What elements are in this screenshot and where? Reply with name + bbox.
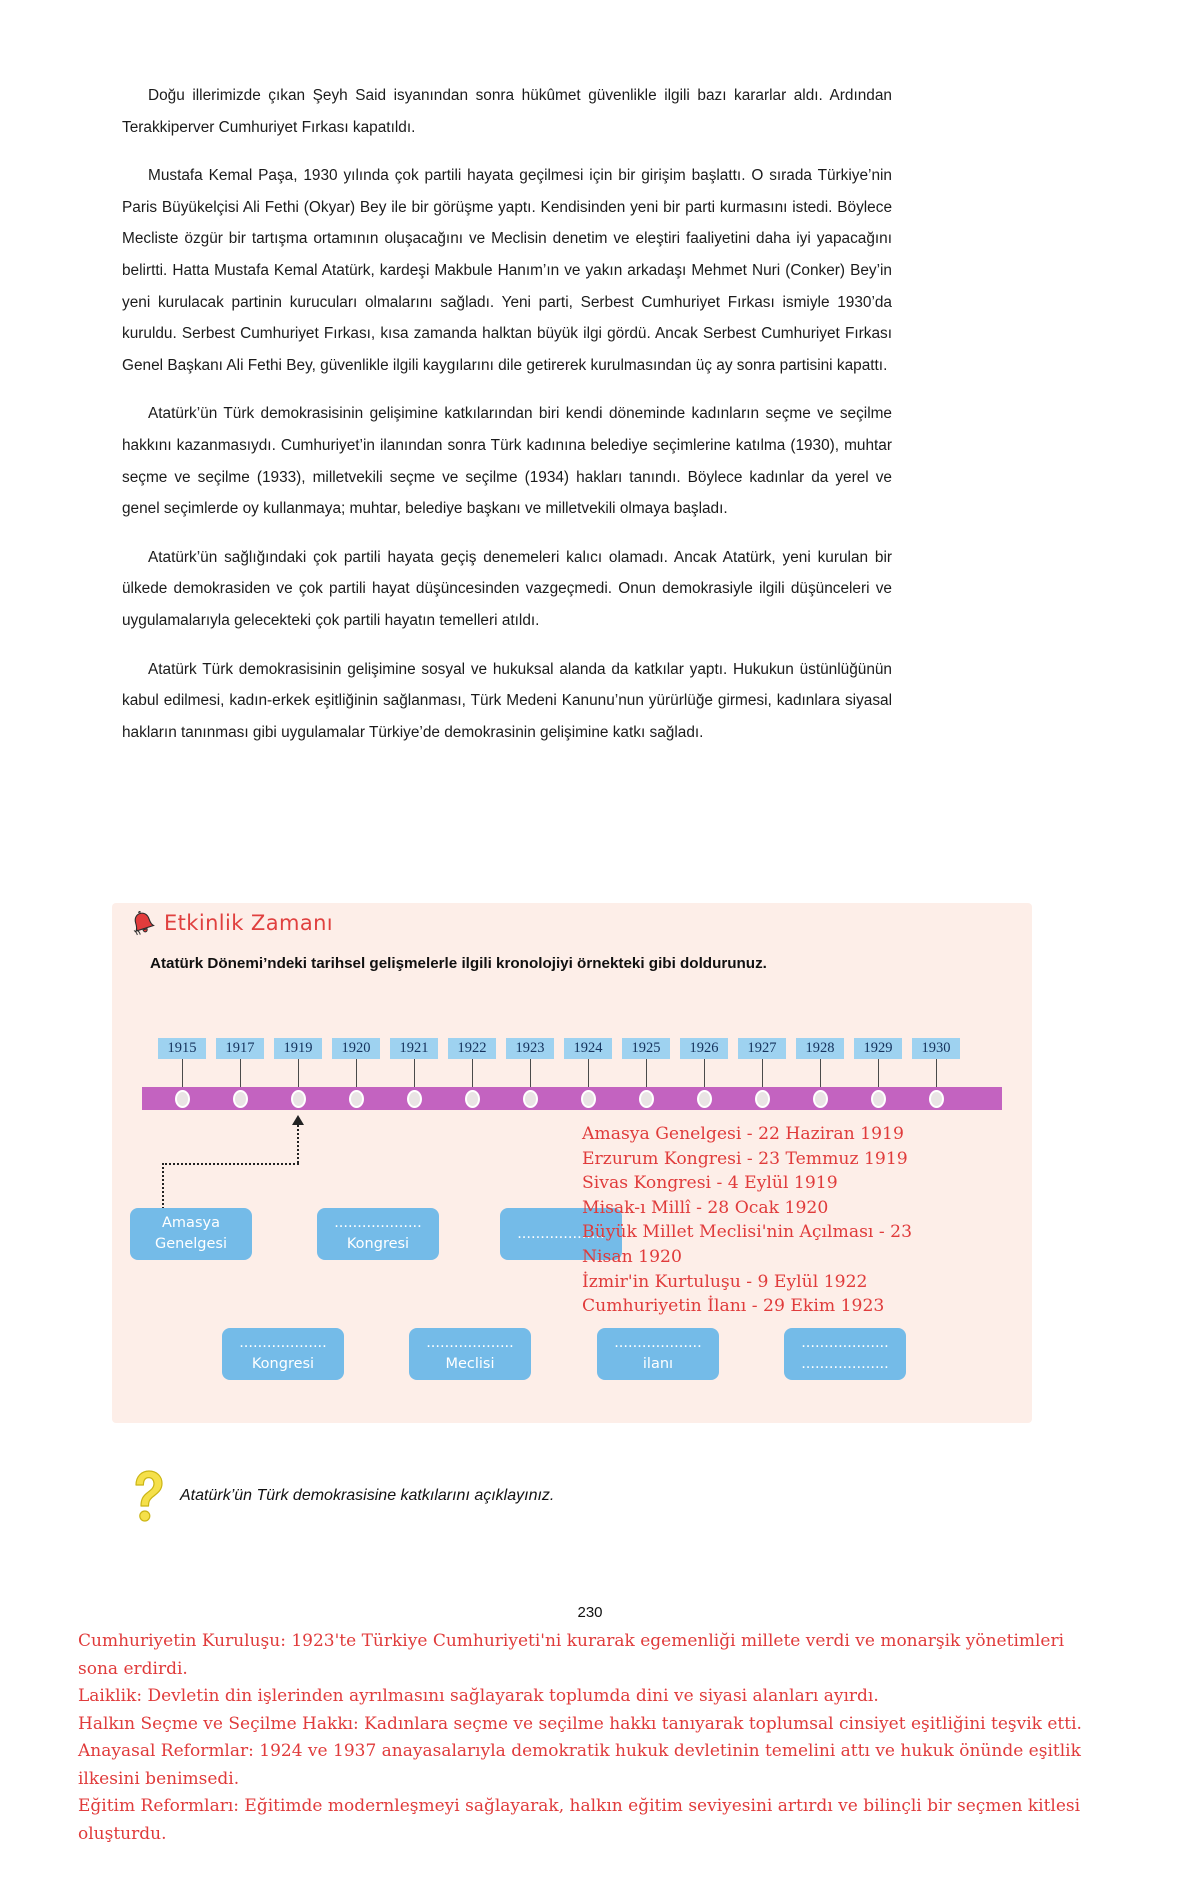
timeline-tick <box>356 1059 357 1087</box>
activity-instruction: Atatürk Dönemi’ndeki tarihsel gelişmelerle ilgili kronolojiyi örnekteki gibi doldurunuz. <box>150 955 767 972</box>
overlay-annotation-item: Amasya Genelgesi - 22 Haziran 1919 <box>582 1124 904 1144</box>
timeline-tick <box>472 1059 473 1087</box>
timeline-year-1929[interactable]: 1929 <box>854 1038 902 1059</box>
timeline-tick <box>588 1059 589 1087</box>
answer-box-line1: Amasya <box>162 1215 220 1231</box>
timeline-tick <box>878 1059 879 1087</box>
answer-box-line2: ................... <box>801 1356 889 1372</box>
timeline-year-1919[interactable]: 1919 <box>274 1038 322 1059</box>
timeline-year-1925[interactable]: 1925 <box>622 1038 670 1059</box>
timeline-node[interactable] <box>407 1090 422 1108</box>
overlay-annotation-item: İzmir'in Kurtuluşu - 9 Eylül 1922 <box>582 1271 868 1292</box>
connector-vertical <box>297 1125 299 1163</box>
bell-icon <box>130 909 156 937</box>
timeline-node[interactable] <box>291 1090 306 1108</box>
timeline-tick <box>298 1059 299 1087</box>
answer-box-line2: Genelgesi <box>154 1236 227 1252</box>
timeline-node[interactable] <box>639 1090 654 1108</box>
connector-horizontal <box>162 1163 299 1165</box>
paragraph-1: Doğu illerimizde çıkan Şeyh Said isyanından sonra hükûmet güvenlikle ilgili bazı kararlar aldı. Ardından Terakkiperver Cumhuriyet Fırkası kapatıldı. <box>122 87 892 136</box>
paragraph-4: Atatürk’ün sağlığındaki çok partili hayata geçiş denemeleri kalıcı olamadı. Ancak Atatürk, yeni kurulan bir ülkede demokrasiden ve çok partili hayat düşüncesinden vazgeçmedi. Onun demokrasiyle ilgili düşünceleri ve uygulamalarıyla gelecekteki çok partili hayatın temelleri atıldı. <box>122 548 892 629</box>
timeline-tick <box>530 1059 531 1087</box>
timeline-tick <box>762 1059 763 1087</box>
paragraph-5: Atatürk Türk demokrasisinin gelişimine sosyal ve hukuksal alanda da katkılar yaptı. Hukukun üstünlüğünün kabul edilmesi, kadın-erkek eşitliğinin sağlanması, Türk Medeni Kanunu’nun yürürlüğe girmesi, kadınlara siyasal hakların tanınması gibi uygulamalar Türkiye’de demokrasinin gelişimine katkı sağladı. <box>122 660 892 741</box>
answer-box-line2: Kongresi <box>346 1236 410 1252</box>
timeline-node[interactable] <box>929 1090 944 1108</box>
timeline-node[interactable] <box>581 1090 596 1108</box>
answer-box-line1: ................... <box>334 1215 422 1231</box>
timeline-tick <box>240 1059 241 1087</box>
timeline-node[interactable] <box>871 1090 886 1108</box>
timeline-node[interactable] <box>697 1090 712 1108</box>
answer-box-blank-meclisi[interactable] <box>409 1328 531 1380</box>
answer-box-line2: ilanı <box>642 1356 674 1372</box>
timeline-year-1922[interactable]: 1922 <box>448 1038 496 1059</box>
bottom-annotation-item: Halkın Seçme ve Seçilme Hakkı: Kadınlara seçme ve seçilme hakkı tanıyarak toplumsal cinsiyet eşitliğini teşvik etti. <box>78 1713 1082 1734</box>
overlay-annotation-item: Büyük Millet Meclisi'nin Açılması - 23 Nisan 1920 <box>582 1222 913 1267</box>
question-mark-icon <box>128 1468 168 1524</box>
bottom-annotation-item: Eğitim Reformları: Eğitimde modernleşmeyi sağlayarak, halkın eğitim seviyesini artırdı ve bilinçli bir seçmen kitlesi oluşturdu. <box>78 1796 1081 1844</box>
answer-box-line1: ................... <box>801 1335 889 1351</box>
timeline-tick <box>820 1059 821 1087</box>
bottom-annotation-block <box>78 1628 1108 1848</box>
timeline-node[interactable] <box>233 1090 248 1108</box>
bottom-annotation-item: Laiklik: Devletin din işlerinden ayrılmasını sağlayarak toplumda dini ve siyasi alanları ayırdı. <box>78 1686 879 1706</box>
answer-box-blank-kongresi-1[interactable] <box>317 1208 439 1260</box>
overlay-annotation-item: Sivas Kongresi - 4 Eylül 1919 <box>582 1173 838 1194</box>
overlay-annotation-item: Cumhuriyetin İlanı - 29 Ekim 1923 <box>582 1296 885 1317</box>
timeline-tick <box>936 1059 937 1087</box>
timeline-node[interactable] <box>523 1090 538 1108</box>
timeline-tick <box>704 1059 705 1087</box>
timeline-node[interactable] <box>813 1090 828 1108</box>
answer-box-line1: ................... <box>239 1335 327 1351</box>
bottom-annotation-item: Anayasal Reformlar: 1924 ve 1937 anayasalarıyla demokratik hukuk devletinin temelini attı ve hukuk önünde eşitlik ilkesini benimsedi. <box>78 1741 1081 1789</box>
question-text: Atatürk’ün Türk demokrasisine katkılarını açıklayınız. <box>180 1487 555 1504</box>
answer-box-line1: ................... <box>426 1335 514 1351</box>
timeline-tick <box>414 1059 415 1087</box>
timeline-tick <box>182 1059 183 1087</box>
timeline-year-1928[interactable]: 1928 <box>796 1038 844 1059</box>
timeline-node[interactable] <box>175 1090 190 1108</box>
timeline-year-1915[interactable]: 1915 <box>158 1038 206 1059</box>
answer-box-amasya-genelgesi[interactable] <box>130 1208 252 1260</box>
activity-title: Etkinlik Zamanı <box>164 911 334 935</box>
timeline-tick <box>646 1059 647 1087</box>
answer-box-line1: ................... <box>517 1225 605 1242</box>
connector-vertical <box>162 1163 164 1213</box>
reflection-question <box>128 1468 958 1524</box>
paragraph-2: Mustafa Kemal Paşa, 1930 yılında çok partili hayata geçilmesi için bir girişim başlattı. O sırada Türkiye’nin Paris Büyükelçisi Ali Fethi (Okyar) Bey ile bir görüşme yaptı. Kendisinden yeni bir parti kurmasını istedi. Böylece Mecliste özgür bir tartışma ortamının oluşacağını ve Meclisin denetim ve eleştiri faaliyetini daha iyi yapacağını belirtti. Hatta Mustafa Kemal Atatürk, kardeşi Makbule Hanım’ın ve yakın arkadaşı Mehmet Nuri (Conker) Bey’in yeni kurulacak partinin kurucuları olmalarını sağladı. Yeni parti, Serbest Cumhuriyet Fırkası ismiyle 1930’da kuruldu. Serbest Cumhuriyet Fırkası, kısa zamanda halktan büyük ilgi gördü. Ancak Serbest Cumhuriyet Fırkası Genel Başkanı Ali Fethi Bey, güvenlikle ilgili kaygılarını dile getirerek kurulmasından üç ay sonra partisini kapattı. <box>122 167 892 374</box>
timeline-year-1930[interactable]: 1930 <box>912 1038 960 1059</box>
timeline-node[interactable] <box>349 1090 364 1108</box>
bottom-annotation-item: Cumhuriyetin Kuruluşu: 1923'te Türkiye Cumhuriyeti'ni kurarak egemenliği millete verdi ve monarşik yönetimleri sona erdirdi. <box>78 1631 1065 1679</box>
answer-box-line2: Meclisi <box>445 1356 495 1372</box>
answer-box-line2: Kongresi <box>251 1356 315 1372</box>
activity-header <box>130 909 333 937</box>
answer-box-blank-4[interactable] <box>784 1328 906 1380</box>
answer-box-blank-ilani[interactable] <box>597 1328 719 1380</box>
paragraph-3: Atatürk’ün Türk demokrasisinin gelişimine katkılarından biri kendi döneminde kadınların seçme ve seçilme hakkını kazanmasıydı. Cumhuriyet’in ilanından sonra Türk kadınına belediye seçimlerine katılma (1930), muhtar seçme ve seçilme (1933), milletvekili seçme ve seçilme (1934) hakları tanındı. Böylece kadınlar da yerel ve genel seçimlerde oy kullanmaya; muhtar, belediye başkanı ve milletvekili olmaya başladı. <box>122 405 892 518</box>
timeline-node[interactable] <box>465 1090 480 1108</box>
answer-box-line1: ................... <box>614 1335 702 1351</box>
overlay-annotation-item: Erzurum Kongresi - 23 Temmuz 1919 <box>582 1148 908 1169</box>
timeline-year-1923[interactable]: 1923 <box>506 1038 554 1059</box>
timeline <box>142 1038 1002 1113</box>
timeline-year-1917[interactable]: 1917 <box>216 1038 264 1059</box>
timeline-year-1927[interactable]: 1927 <box>738 1038 786 1059</box>
timeline-year-row <box>142 1038 1002 1060</box>
connector-arrow-icon <box>292 1115 304 1125</box>
timeline-year-1920[interactable]: 1920 <box>332 1038 380 1059</box>
body-text-column <box>122 80 892 765</box>
timeline-year-1926[interactable]: 1926 <box>680 1038 728 1059</box>
timeline-year-1921[interactable]: 1921 <box>390 1038 438 1059</box>
answer-box-blank-kongresi-2[interactable] <box>222 1328 344 1380</box>
timeline-node[interactable] <box>755 1090 770 1108</box>
overlay-annotation-list <box>582 1122 962 1319</box>
overlay-annotation-item: Misak-ı Millî - 28 Ocak 1920 <box>582 1197 829 1218</box>
timeline-year-1924[interactable]: 1924 <box>564 1038 612 1059</box>
page-number: 230 <box>577 1604 603 1621</box>
